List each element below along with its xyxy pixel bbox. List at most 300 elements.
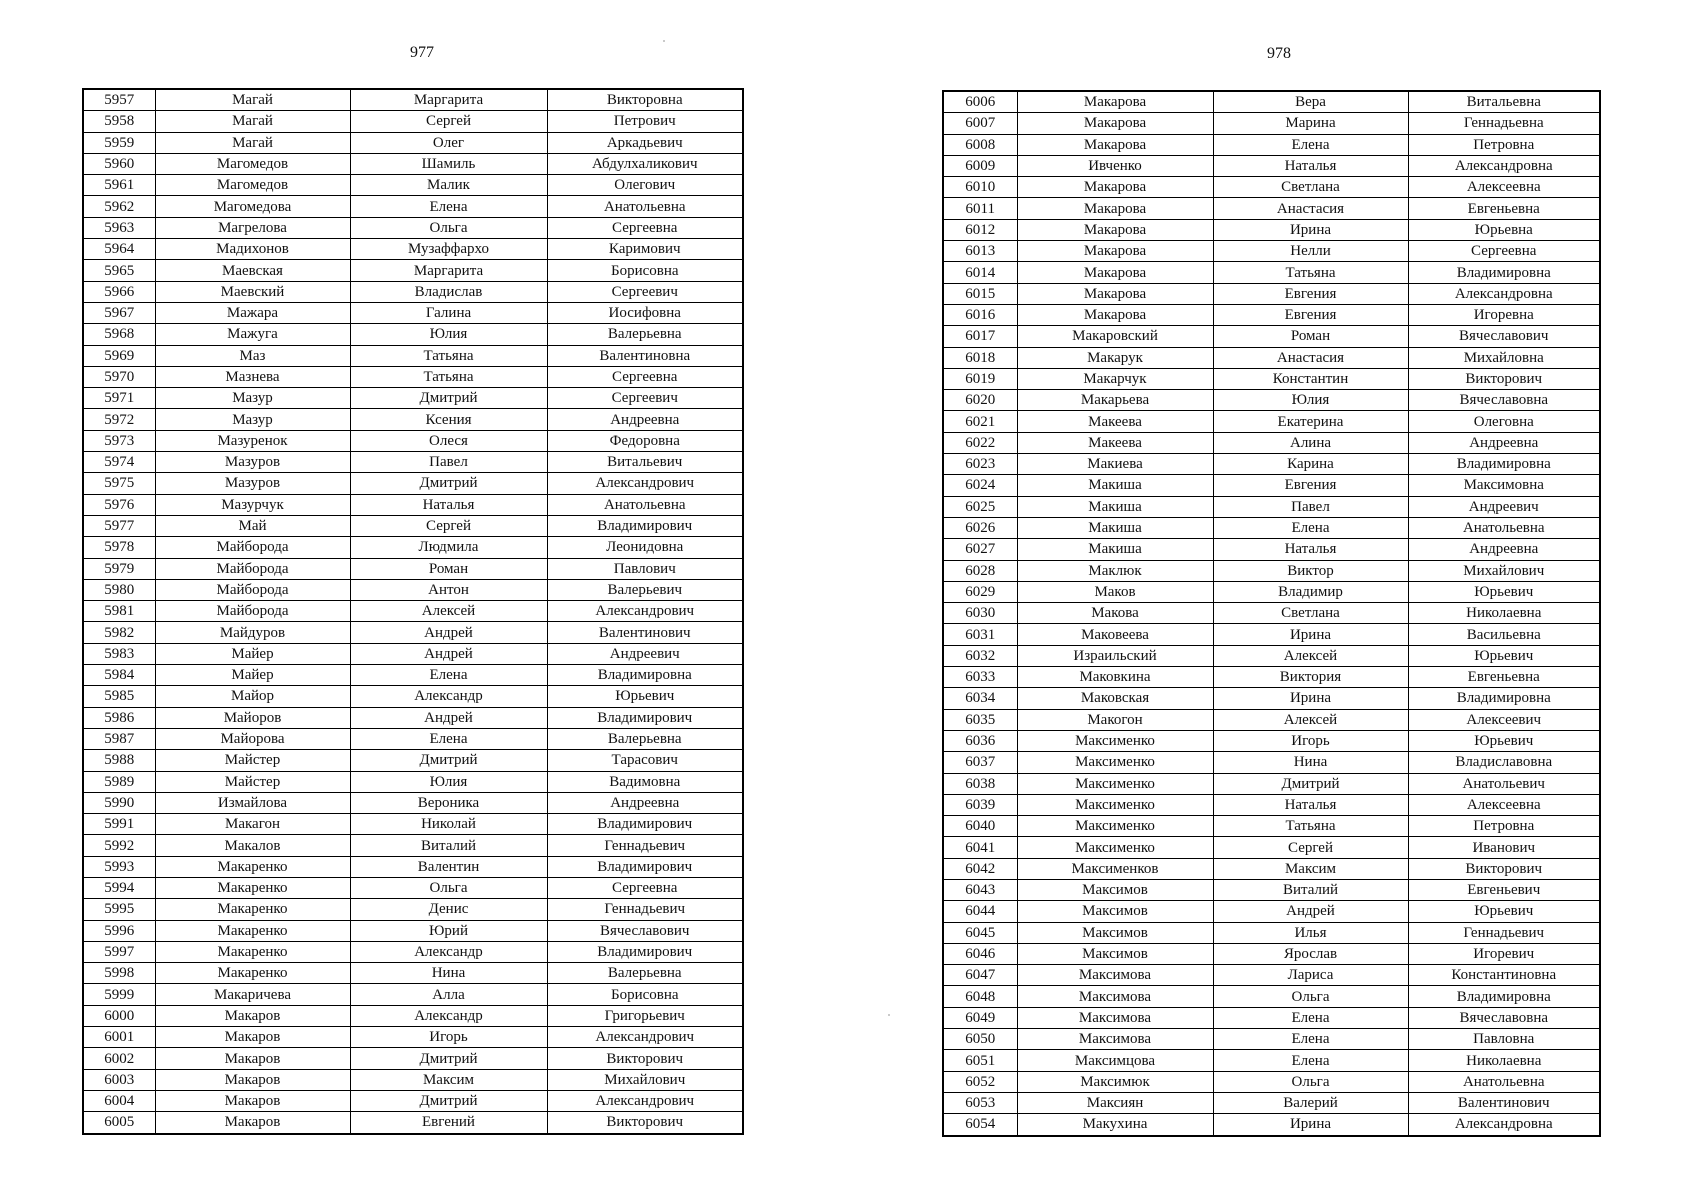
first-name-cell: Наталья xyxy=(350,494,547,515)
table-row xyxy=(943,773,1600,794)
last-name-cell: Макарова xyxy=(1017,304,1213,325)
last-name-cell: Макарова xyxy=(1017,241,1213,262)
record-number-cell: 6030 xyxy=(943,603,1017,624)
patronymic-cell: Геннадьевна xyxy=(1408,113,1600,134)
record-number-cell: 6048 xyxy=(943,986,1017,1007)
table-row xyxy=(943,1092,1600,1113)
record-number-cell: 6031 xyxy=(943,624,1017,645)
patronymic-cell: Юрьевич xyxy=(1408,645,1600,666)
last-name-cell: Маковеева xyxy=(1017,624,1213,645)
record-number-cell: 6041 xyxy=(943,837,1017,858)
first-name-cell: Виталий xyxy=(350,835,547,856)
patronymic-cell: Павлович xyxy=(547,558,743,579)
first-name-cell: Ольга xyxy=(1213,1071,1408,1092)
table-row xyxy=(83,366,743,387)
last-name-cell: Майборода xyxy=(155,558,350,579)
table-row xyxy=(83,217,743,238)
first-name-cell: Шамиль xyxy=(350,153,547,174)
table-row xyxy=(83,430,743,451)
record-number-cell: 6052 xyxy=(943,1071,1017,1092)
record-number-cell: 5964 xyxy=(83,239,155,260)
last-name-cell: Макарова xyxy=(1017,134,1213,155)
record-number-cell: 5995 xyxy=(83,899,155,920)
record-number-cell: 5959 xyxy=(83,132,155,153)
last-name-cell: Магай xyxy=(155,132,350,153)
first-name-cell: Елена xyxy=(1213,1007,1408,1028)
record-number-cell: 5982 xyxy=(83,622,155,643)
record-number-cell: 6035 xyxy=(943,709,1017,730)
table-row xyxy=(83,281,743,302)
patronymic-cell: Вячеславовна xyxy=(1408,390,1600,411)
table-row xyxy=(943,794,1600,815)
table-row xyxy=(943,432,1600,453)
first-name-cell: Дмитрий xyxy=(350,750,547,771)
first-name-cell: Ольга xyxy=(1213,986,1408,1007)
patronymic-cell: Михайловна xyxy=(1408,347,1600,368)
record-number-cell: 5957 xyxy=(83,89,155,111)
first-name-cell: Маргарита xyxy=(350,260,547,281)
first-name-cell: Олег xyxy=(350,132,547,153)
table-row xyxy=(943,943,1600,964)
table-row xyxy=(943,390,1600,411)
patronymic-cell: Андреевна xyxy=(1408,432,1600,453)
table-row xyxy=(943,517,1600,538)
patronymic-cell: Юрьевич xyxy=(547,686,743,707)
last-name-cell: Макаренко xyxy=(155,856,350,877)
patronymic-cell: Александрович xyxy=(547,473,743,494)
last-name-cell: Магай xyxy=(155,111,350,132)
record-number-cell: 6023 xyxy=(943,454,1017,475)
first-name-cell: Валентин xyxy=(350,856,547,877)
table-row xyxy=(83,835,743,856)
last-name-cell: Мажара xyxy=(155,302,350,323)
patronymic-cell: Сергеевич xyxy=(547,281,743,302)
patronymic-cell: Валерьевна xyxy=(547,728,743,749)
last-name-cell: Маклюк xyxy=(1017,560,1213,581)
last-name-cell: Маков xyxy=(1017,581,1213,602)
patronymic-cell: Алексеевич xyxy=(1408,709,1600,730)
first-name-cell: Галина xyxy=(350,302,547,323)
patronymic-cell: Владимирович xyxy=(547,941,743,962)
patronymic-cell: Сергеевна xyxy=(547,366,743,387)
first-name-cell: Виктор xyxy=(1213,560,1408,581)
last-name-cell: Максимов xyxy=(1017,901,1213,922)
table-row xyxy=(943,752,1600,773)
first-name-cell: Вероника xyxy=(350,792,547,813)
first-name-cell: Юлия xyxy=(350,771,547,792)
patronymic-cell: Абдулхаликович xyxy=(547,153,743,174)
patronymic-cell: Михайлович xyxy=(1408,560,1600,581)
first-name-cell: Андрей xyxy=(350,622,547,643)
table-row xyxy=(83,963,743,984)
table-row xyxy=(943,113,1600,134)
first-name-cell: Олеся xyxy=(350,430,547,451)
first-name-cell: Игорь xyxy=(1213,730,1408,751)
patronymic-cell: Михайлович xyxy=(547,1069,743,1090)
record-number-cell: 6036 xyxy=(943,730,1017,751)
patronymic-cell: Сергеевна xyxy=(547,877,743,898)
patronymic-cell: Валентинович xyxy=(547,622,743,643)
record-number-cell: 5970 xyxy=(83,366,155,387)
last-name-cell: Мазуров xyxy=(155,452,350,473)
table-row xyxy=(943,986,1600,1007)
table-row xyxy=(83,388,743,409)
table-row xyxy=(83,643,743,664)
first-name-cell: Наталья xyxy=(1213,155,1408,176)
table-row xyxy=(943,1114,1600,1136)
record-number-cell: 5997 xyxy=(83,941,155,962)
first-name-cell: Светлана xyxy=(1213,177,1408,198)
first-name-cell: Ольга xyxy=(350,877,547,898)
first-name-cell: Наталья xyxy=(1213,794,1408,815)
first-name-cell: Виктория xyxy=(1213,667,1408,688)
first-name-cell: Евгения xyxy=(1213,475,1408,496)
last-name-cell: Максименко xyxy=(1017,794,1213,815)
patronymic-cell: Игоревна xyxy=(1408,304,1600,325)
patronymic-cell: Петрович xyxy=(547,111,743,132)
record-number-cell: 5998 xyxy=(83,963,155,984)
patronymic-cell: Анатольевна xyxy=(547,494,743,515)
last-name-cell: Магай xyxy=(155,89,350,111)
first-name-cell: Ярослав xyxy=(1213,943,1408,964)
patronymic-cell: Владимирович xyxy=(547,814,743,835)
patronymic-cell: Борисовна xyxy=(547,984,743,1005)
last-name-cell: Макухина xyxy=(1017,1114,1213,1136)
first-name-cell: Малик xyxy=(350,175,547,196)
table-row xyxy=(83,153,743,174)
patronymic-cell: Александрович xyxy=(547,1090,743,1111)
table-row xyxy=(943,539,1600,560)
first-name-cell: Алексей xyxy=(350,601,547,622)
patronymic-cell: Владимирович xyxy=(547,856,743,877)
table-row xyxy=(83,665,743,686)
record-number-cell: 6028 xyxy=(943,560,1017,581)
patronymic-cell: Федоровна xyxy=(547,430,743,451)
right-page xyxy=(846,0,1693,1200)
table-row xyxy=(943,730,1600,751)
last-name-cell: Макова xyxy=(1017,603,1213,624)
patronymic-cell: Григорьевич xyxy=(547,1005,743,1026)
table-row xyxy=(83,132,743,153)
last-name-cell: Макиша xyxy=(1017,539,1213,560)
record-number-cell: 5999 xyxy=(83,984,155,1005)
first-name-cell: Павел xyxy=(1213,496,1408,517)
last-name-cell: Максимова xyxy=(1017,986,1213,1007)
table-row xyxy=(83,750,743,771)
first-name-cell: Ольга xyxy=(350,217,547,238)
patronymic-cell: Геннадьевич xyxy=(1408,922,1600,943)
table-row xyxy=(943,219,1600,240)
record-number-cell: 5972 xyxy=(83,409,155,430)
patronymic-cell: Александрович xyxy=(547,1027,743,1048)
patronymic-cell: Максимовна xyxy=(1408,475,1600,496)
record-number-cell: 5987 xyxy=(83,728,155,749)
table-row xyxy=(83,239,743,260)
first-name-cell: Александр xyxy=(350,941,547,962)
last-name-cell: Макаренко xyxy=(155,877,350,898)
register-table-body xyxy=(943,91,1600,1136)
first-name-cell: Нелли xyxy=(1213,241,1408,262)
first-name-cell: Елена xyxy=(1213,1029,1408,1050)
record-number-cell: 6037 xyxy=(943,752,1017,773)
table-row xyxy=(943,560,1600,581)
first-name-cell: Максим xyxy=(1213,858,1408,879)
record-number-cell: 6049 xyxy=(943,1007,1017,1028)
first-name-cell: Антон xyxy=(350,579,547,600)
last-name-cell: Макиша xyxy=(1017,517,1213,538)
record-number-cell: 6003 xyxy=(83,1069,155,1090)
record-number-cell: 6054 xyxy=(943,1114,1017,1136)
last-name-cell: Макаров xyxy=(155,1048,350,1069)
record-number-cell: 5975 xyxy=(83,473,155,494)
first-name-cell: Денис xyxy=(350,899,547,920)
scan-speck xyxy=(663,40,665,42)
patronymic-cell: Александрович xyxy=(547,601,743,622)
last-name-cell: Ивченко xyxy=(1017,155,1213,176)
record-number-cell: 6004 xyxy=(83,1090,155,1111)
first-name-cell: Наталья xyxy=(1213,539,1408,560)
record-number-cell: 5980 xyxy=(83,579,155,600)
last-name-cell: Майстер xyxy=(155,771,350,792)
record-number-cell: 5958 xyxy=(83,111,155,132)
patronymic-cell: Александровна xyxy=(1408,1114,1600,1136)
first-name-cell: Илья xyxy=(1213,922,1408,943)
record-number-cell: 6027 xyxy=(943,539,1017,560)
patronymic-cell: Вячеславович xyxy=(547,920,743,941)
patronymic-cell: Владимировна xyxy=(1408,986,1600,1007)
patronymic-cell: Витальевна xyxy=(1408,91,1600,113)
last-name-cell: Макиша xyxy=(1017,475,1213,496)
register-table-body xyxy=(83,89,743,1134)
first-name-cell: Вера xyxy=(1213,91,1408,113)
last-name-cell: Мадихонов xyxy=(155,239,350,260)
patronymic-cell: Вадимовна xyxy=(547,771,743,792)
record-number-cell: 5962 xyxy=(83,196,155,217)
patronymic-cell: Сергеевич xyxy=(547,388,743,409)
last-name-cell: Май xyxy=(155,515,350,536)
register-table xyxy=(942,90,1601,1137)
patronymic-cell: Иванович xyxy=(1408,837,1600,858)
first-name-cell: Лариса xyxy=(1213,965,1408,986)
first-name-cell: Ирина xyxy=(1213,624,1408,645)
first-name-cell: Карина xyxy=(1213,454,1408,475)
record-number-cell: 6013 xyxy=(943,241,1017,262)
first-name-cell: Роман xyxy=(350,558,547,579)
table-row xyxy=(83,1005,743,1026)
first-name-cell: Нина xyxy=(350,963,547,984)
table-row xyxy=(943,645,1600,666)
last-name-cell: Мазур xyxy=(155,409,350,430)
record-number-cell: 5978 xyxy=(83,537,155,558)
table-row xyxy=(83,941,743,962)
record-number-cell: 6012 xyxy=(943,219,1017,240)
last-name-cell: Максимов xyxy=(1017,943,1213,964)
record-number-cell: 6006 xyxy=(943,91,1017,113)
patronymic-cell: Андреевна xyxy=(547,792,743,813)
first-name-cell: Ирина xyxy=(1213,219,1408,240)
table-row xyxy=(83,622,743,643)
last-name-cell: Максименков xyxy=(1017,858,1213,879)
left-page xyxy=(0,0,846,1200)
last-name-cell: Маз xyxy=(155,345,350,366)
first-name-cell: Музаффархо xyxy=(350,239,547,260)
first-name-cell: Елена xyxy=(350,728,547,749)
last-name-cell: Максиян xyxy=(1017,1092,1213,1113)
record-number-cell: 6039 xyxy=(943,794,1017,815)
first-name-cell: Юрий xyxy=(350,920,547,941)
patronymic-cell: Александровна xyxy=(1408,155,1600,176)
first-name-cell: Алексей xyxy=(1213,709,1408,730)
last-name-cell: Макагон xyxy=(155,814,350,835)
record-number-cell: 6007 xyxy=(943,113,1017,134)
record-number-cell: 6044 xyxy=(943,901,1017,922)
first-name-cell: Роман xyxy=(1213,326,1408,347)
last-name-cell: Максимцова xyxy=(1017,1050,1213,1071)
record-number-cell: 6000 xyxy=(83,1005,155,1026)
first-name-cell: Екатерина xyxy=(1213,411,1408,432)
table-row xyxy=(943,91,1600,113)
first-name-cell: Елена xyxy=(350,196,547,217)
patronymic-cell: Владимировна xyxy=(1408,688,1600,709)
table-row xyxy=(943,1050,1600,1071)
last-name-cell: Макарова xyxy=(1017,262,1213,283)
table-row xyxy=(943,858,1600,879)
table-row xyxy=(943,454,1600,475)
first-name-cell: Елена xyxy=(1213,517,1408,538)
table-row xyxy=(943,347,1600,368)
record-number-cell: 6019 xyxy=(943,368,1017,389)
table-row xyxy=(83,1069,743,1090)
table-row xyxy=(943,1007,1600,1028)
last-name-cell: Макаренко xyxy=(155,920,350,941)
scan-speck xyxy=(888,1014,890,1016)
patronymic-cell: Петровна xyxy=(1408,134,1600,155)
first-name-cell: Сергей xyxy=(1213,837,1408,858)
patronymic-cell: Константиновна xyxy=(1408,965,1600,986)
table-row xyxy=(83,601,743,622)
last-name-cell: Макарук xyxy=(1017,347,1213,368)
patronymic-cell: Викторович xyxy=(547,1048,743,1069)
patronymic-cell: Юрьевич xyxy=(1408,730,1600,751)
last-name-cell: Макарчук xyxy=(1017,368,1213,389)
last-name-cell: Макарова xyxy=(1017,219,1213,240)
patronymic-cell: Евгеньевич xyxy=(1408,879,1600,900)
record-number-cell: 6045 xyxy=(943,922,1017,943)
record-number-cell: 5988 xyxy=(83,750,155,771)
last-name-cell: Магомедов xyxy=(155,153,350,174)
record-number-cell: 5961 xyxy=(83,175,155,196)
first-name-cell: Валерий xyxy=(1213,1092,1408,1113)
patronymic-cell: Андреевна xyxy=(1408,539,1600,560)
table-row xyxy=(83,877,743,898)
record-number-cell: 5989 xyxy=(83,771,155,792)
patronymic-cell: Сергеевна xyxy=(547,217,743,238)
last-name-cell: Максименко xyxy=(1017,773,1213,794)
table-row xyxy=(943,155,1600,176)
last-name-cell: Маевский xyxy=(155,281,350,302)
patronymic-cell: Валерьевна xyxy=(547,963,743,984)
patronymic-cell: Валерьевна xyxy=(547,324,743,345)
first-name-cell: Николай xyxy=(350,814,547,835)
record-number-cell: 6053 xyxy=(943,1092,1017,1113)
table-row xyxy=(83,1090,743,1111)
last-name-cell: Майдуров xyxy=(155,622,350,643)
record-number-cell: 6046 xyxy=(943,943,1017,964)
patronymic-cell: Евгеньевна xyxy=(1408,198,1600,219)
table-row xyxy=(83,260,743,281)
first-name-cell: Маргарита xyxy=(350,89,547,111)
patronymic-cell: Николаевна xyxy=(1408,1050,1600,1071)
last-name-cell: Макарьева xyxy=(1017,390,1213,411)
last-name-cell: Максимова xyxy=(1017,1007,1213,1028)
last-name-cell: Мажуга xyxy=(155,324,350,345)
record-number-cell: 6005 xyxy=(83,1112,155,1134)
table-row xyxy=(943,177,1600,198)
table-row xyxy=(83,473,743,494)
last-name-cell: Измайлова xyxy=(155,792,350,813)
last-name-cell: Максименко xyxy=(1017,730,1213,751)
table-row xyxy=(943,241,1600,262)
table-row xyxy=(943,134,1600,155)
first-name-cell: Евгения xyxy=(1213,304,1408,325)
table-row xyxy=(83,558,743,579)
record-number-cell: 5994 xyxy=(83,877,155,898)
table-row xyxy=(83,175,743,196)
first-name-cell: Сергей xyxy=(350,111,547,132)
table-row xyxy=(943,922,1600,943)
record-number-cell: 5977 xyxy=(83,515,155,536)
last-name-cell: Макарова xyxy=(1017,113,1213,134)
table-row xyxy=(943,283,1600,304)
first-name-cell: Елена xyxy=(1213,134,1408,155)
first-name-cell: Татьяна xyxy=(350,366,547,387)
last-name-cell: Макиша xyxy=(1017,496,1213,517)
last-name-cell: Максименко xyxy=(1017,837,1213,858)
last-name-cell: Майборода xyxy=(155,579,350,600)
patronymic-cell: Васильевна xyxy=(1408,624,1600,645)
patronymic-cell: Владимирович xyxy=(547,515,743,536)
record-number-cell: 6014 xyxy=(943,262,1017,283)
patronymic-cell: Сергеевна xyxy=(1408,241,1600,262)
record-number-cell: 6020 xyxy=(943,390,1017,411)
last-name-cell: Мазуренок xyxy=(155,430,350,451)
first-name-cell: Владимир xyxy=(1213,581,1408,602)
last-name-cell: Макаровский xyxy=(1017,326,1213,347)
last-name-cell: Майор xyxy=(155,686,350,707)
register-table xyxy=(82,88,744,1135)
record-number-cell: 5983 xyxy=(83,643,155,664)
first-name-cell: Константин xyxy=(1213,368,1408,389)
table-row xyxy=(943,326,1600,347)
record-number-cell: 6022 xyxy=(943,432,1017,453)
first-name-cell: Нина xyxy=(1213,752,1408,773)
last-name-cell: Майоров xyxy=(155,707,350,728)
patronymic-cell: Алексеевна xyxy=(1408,177,1600,198)
last-name-cell: Маевская xyxy=(155,260,350,281)
table-row xyxy=(83,409,743,430)
patronymic-cell: Владимировна xyxy=(1408,262,1600,283)
first-name-cell: Алексей xyxy=(1213,645,1408,666)
first-name-cell: Игорь xyxy=(350,1027,547,1048)
record-number-cell: 5981 xyxy=(83,601,155,622)
first-name-cell: Татьяна xyxy=(350,345,547,366)
record-number-cell: 6032 xyxy=(943,645,1017,666)
table-row xyxy=(83,707,743,728)
table-row xyxy=(943,624,1600,645)
table-row xyxy=(83,728,743,749)
page-number: 978 xyxy=(1267,45,1291,62)
record-number-cell: 5991 xyxy=(83,814,155,835)
